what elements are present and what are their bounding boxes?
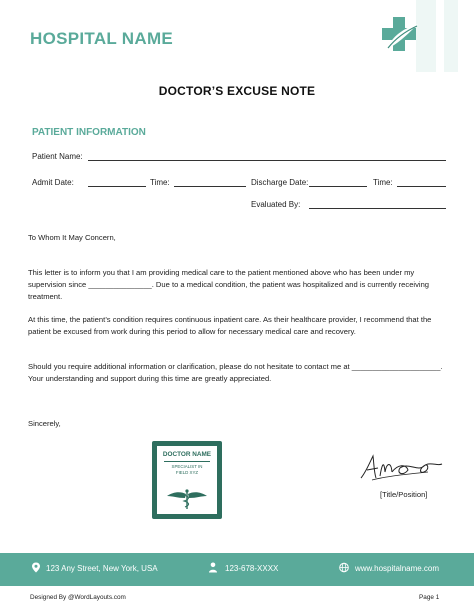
patient-info-heading: PATIENT INFORMATION [32,127,146,138]
stamp-doctor-name: DOCTOR NAME [162,451,212,458]
page-number: Page 1 [419,594,440,601]
admit-time-label: Time: [150,178,170,187]
caduceus-icon [164,488,210,510]
person-icon [208,562,218,573]
document-title: DOCTOR’S EXCUSE NOTE [158,84,316,98]
admit-date-label: Admit Date: [32,178,74,187]
doctor-stamp [152,441,222,519]
letter-paragraph-2: At this time, the patient’s condition requires continuous inpatient care. As their healthcare provider, I recommend that the patient be excused from work during this period to allow for necessary medical care and recovery. [28,315,432,336]
decorative-stripe [444,0,458,72]
admit-time-field[interactable] [174,186,246,187]
discharge-time-label: Time: [373,178,393,187]
evaluated-by-field[interactable] [309,208,446,209]
discharge-date-field[interactable] [309,186,367,187]
hospital-name: HOSPITAL NAME [30,29,174,48]
location-pin-icon [31,562,41,573]
closing: Sincerely, [28,419,61,428]
signature-icon [358,450,444,486]
globe-icon [339,562,349,573]
stamp-specialty-line-1: SPECIALIST IN [171,464,203,469]
letter-paragraph-3: Should you require additional information or clarification, please do not hesitate to contact me at _____________________. Your understanding and support during this time are greatly appreciated. [28,362,443,383]
stamp-divider [164,461,210,462]
footer-address: 123 Any Street, New York, USA [46,564,158,573]
patient-name-label: Patient Name: [32,152,83,161]
salutation: To Whom It May Concern, [28,233,116,242]
discharge-date-label: Discharge Date: [251,178,309,187]
footer-website[interactable]: www.hospitalname.com [355,564,440,573]
discharge-time-field[interactable] [397,186,446,187]
letter-paragraph-1: This letter is to inform you that I am providing medical care to the patient mentioned above who has been under my supervision since _______________. Due to a medical condition, the patient was hospitalized and is currently receiving treatment. [28,268,430,301]
stamp-specialty-line-2: FIELD XYZ [175,469,199,475]
evaluated-by-label: Evaluated By: [251,200,301,209]
designed-by-credit: Designed By @WordLayouts.com [30,594,126,601]
title-position: [Title/Position] [380,490,428,499]
footer-phone: 123-678-XXXX [225,564,279,573]
medical-cross-logo-icon [378,14,420,54]
patient-name-field[interactable] [88,160,446,161]
admit-date-field[interactable] [88,186,146,187]
